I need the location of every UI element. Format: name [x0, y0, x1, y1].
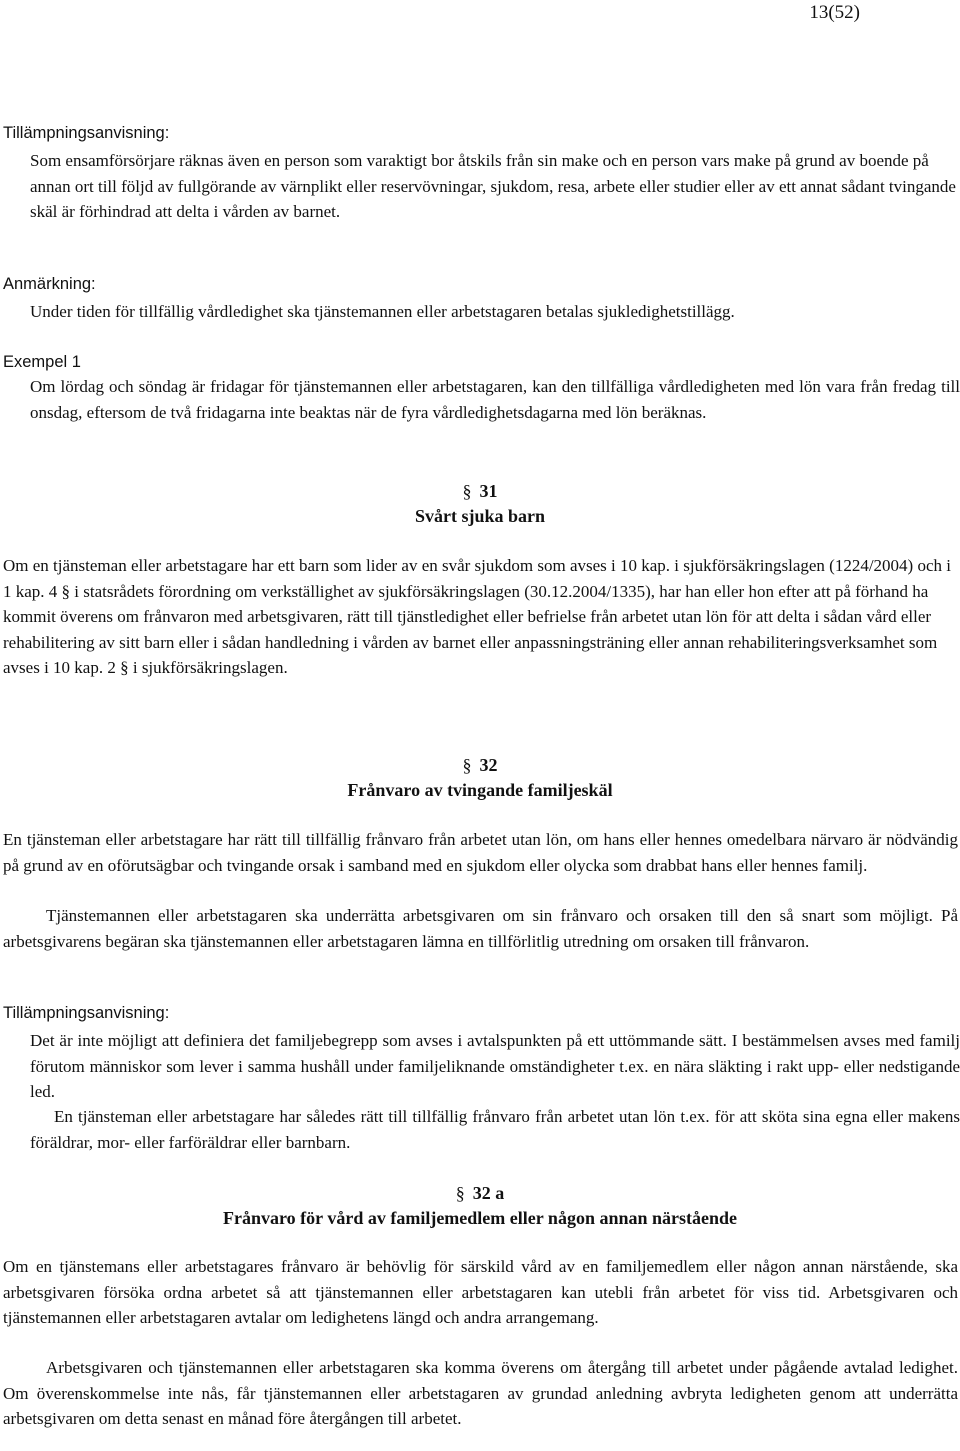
remark-label: Anmärkning: — [3, 275, 96, 293]
section-32a-paragraph-2: Arbetsgivaren och tjänstemannen eller arbetstagaren ska komma överens om återgång till arbetet under pågående avtalad ledighet. Om överenskommelse inte nås, får tjänstemannen eller arbetstagaren av grundad anledning avbryta ledigheten genom att underrätta arbetsgivaren om detta senast en månad före återgången till arbetet. — [3, 1358, 958, 1428]
section-32-note-paragraph-2: En tjänsteman eller arbetstagare har således rätt till tillfällig frånvaro från arbetet utan lön t.ex. för att sköta sina egna eller makens föräldrar, mor- eller farföräldrar eller barnbarn. — [30, 1107, 960, 1152]
section-32-paragraph-1: En tjänsteman eller arbetstagare har rätt till tillfällig frånvaro från arbetet utan lön, om hans eller hennes omedelbara närvaro är nödvändig på grund av en oförutsägbar och tvingande orsak i samband med en sjukdom eller olycka som drabbat hans eller hennes familj. — [3, 830, 958, 875]
section-symbol: § — [462, 481, 472, 501]
section-32a-paragraph-1: Om en tjänstemans eller arbetstagares frånvaro är behövlig för särskild vård av en familjemedlem eller någon annan närstående, ska arbetsgivaren försöka ordna arbetet så att tjänstemannen eller arbetstagaren kan utebli från arbetet för viss tid. Arbetsgivaren och tjänstemannen eller arbetstagaren avtalar om ledighetens längd och andra arrangemang. — [3, 1257, 958, 1327]
section-number: 32 a — [472, 1183, 505, 1203]
section-number: 31 — [479, 481, 498, 501]
section-symbol: § — [462, 755, 472, 775]
section-32-application-note-label: Tillämpningsanvisning: — [3, 1004, 170, 1022]
section-32a-number — [0, 1180, 960, 1206]
example-text: Om lördag och söndag är fridagar för tjänstemannen eller arbetstagaren, kan den tillfälliga vårdledigheten med lön vara från fredag till onsdag, eftersom de två fridagarna inte beaktas när de fyra vårdledighetsdagarna med lön beräknas. — [30, 377, 960, 422]
section-32-title: Frånvaro av tvingande familjeskäl — [347, 780, 613, 800]
application-note-text: Som ensamförsörjare räknas även en person som varaktigt bor åtskils från sin make och en person vars make på grund av boende på annan ort till följd av fullgörande av värnplikt eller reservövningar, sjukdom, resa, arbete eller studier eller av ett annat sådant tvingande skäl är förhindrad att delta i vården av barnet. — [30, 151, 956, 221]
remark-text: Under tiden för tillfällig vårdledighet ska tjänstemannen eller arbetstagaren betalas sjukledighetstillägg. — [30, 302, 735, 321]
section-number: 32 — [479, 755, 498, 775]
section-32a-title: Frånvaro för vård av familjemedlem eller någon annan närstående — [223, 1208, 737, 1228]
section-32-number — [0, 752, 960, 778]
section-31-number — [0, 478, 960, 504]
section-symbol: § — [455, 1183, 465, 1203]
example-label: Exempel 1 — [3, 353, 81, 371]
page-number: 13(52) — [809, 2, 860, 23]
section-31-text: Om en tjänsteman eller arbetstagare har ett barn som lider av en svår sjukdom som avses i 10 kap. i sjukförsäkringslagen (1224/2004) och i 1 kap. 4 § i statsrådets förordning om verkställighet av sjukförsäkringslagen (30.12.2004/1335), har han eller hon efter att på förhand ha kommit överens om frånvaron med arbetsgivaren, rätt till tjänstledighet eller befrielse från arbetet utan lön för att delta i sådan vård eller rehabilitering av sitt barn eller i sådan handledning i vården av barnet eller anpassningsträning eller annan rehabiliteringsverksamhet som avses i 10 kap. 2 § i sjukförsäkringslagen. — [3, 556, 951, 677]
application-note-label: Tillämpningsanvisning: — [3, 124, 170, 142]
section-31-title: Svårt sjuka barn — [414, 506, 546, 526]
section-32-paragraph-2: Tjänstemannen eller arbetstagaren ska underrätta arbetsgivaren om sin frånvaro och orsaken till den så snart som möjligt. På arbetsgivarens begäran ska tjänstemannen eller arbetstagaren lämna en tillförlitlig utredning om orsaken till frånvaron. — [3, 906, 958, 951]
section-32-note-paragraph-1: Det är inte möjligt att definiera det familjebegrepp som avses i avtalspunkten på ett uttömmande sätt. I bestämmelsen avses med familj förutom människor som lever i samma hushåll under familjeliknande omständigheter t.ex. en nära släkting i rakt upp- eller nedstigande led. — [30, 1031, 960, 1101]
